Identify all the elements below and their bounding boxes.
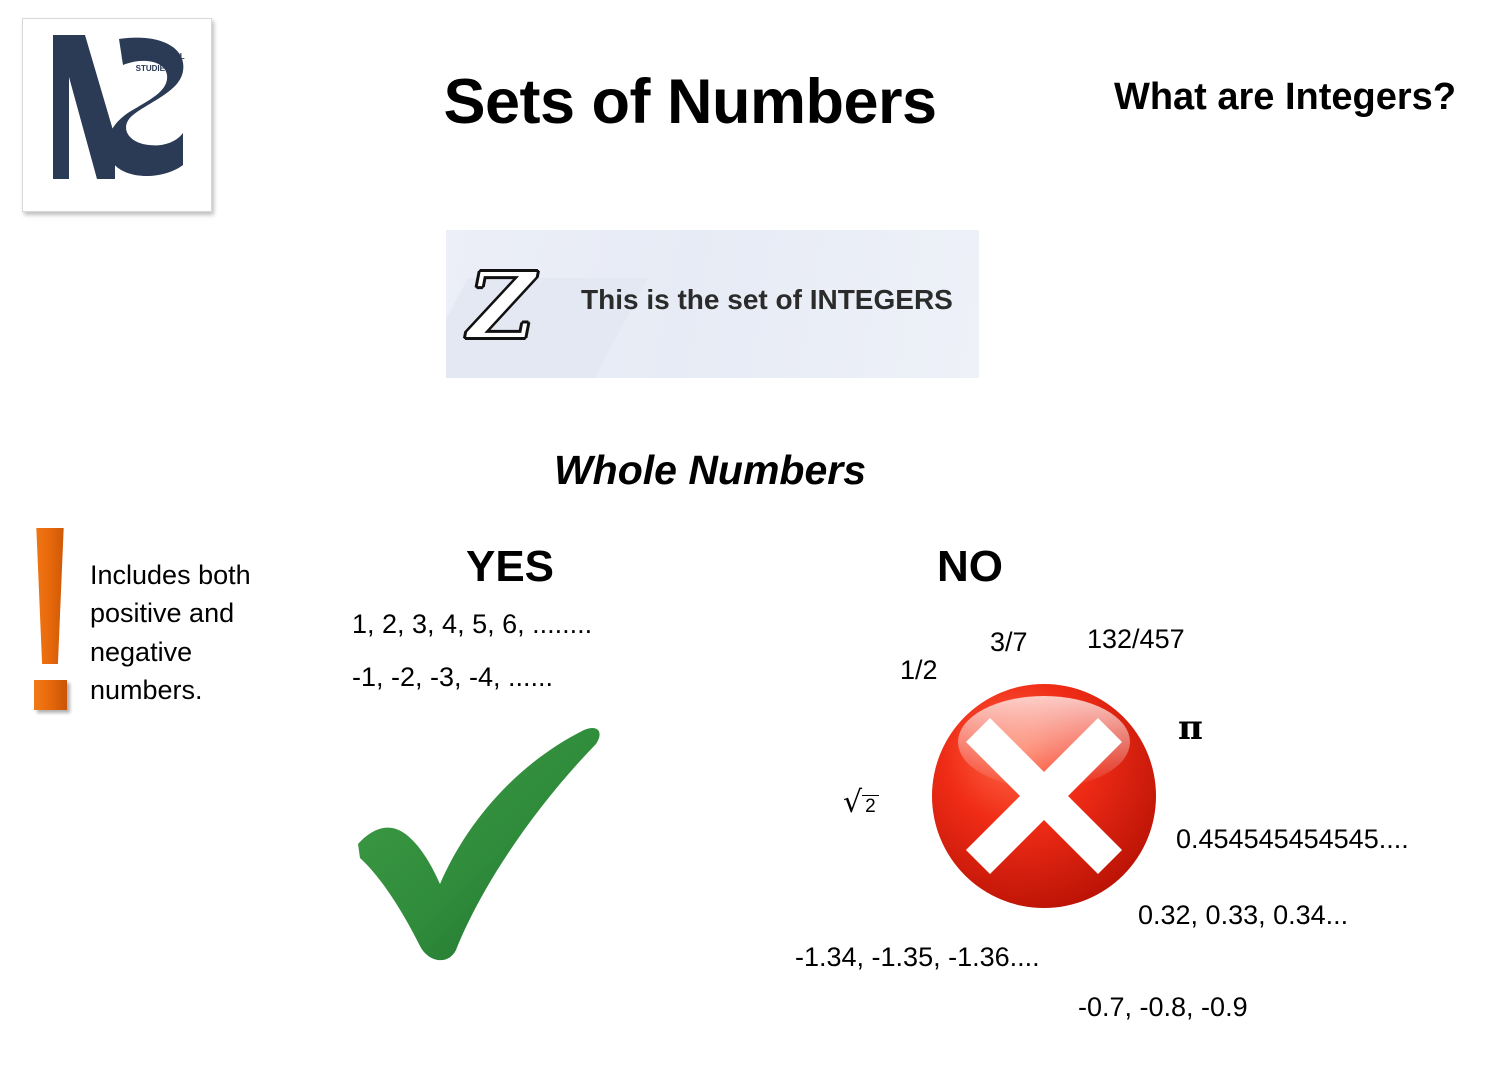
red-x-graphic xyxy=(928,680,1160,912)
yes-example-1: 1, 2, 3, 4, 5, 6, ........ xyxy=(352,609,593,639)
subheading: Whole Numbers xyxy=(553,447,867,493)
exclamation-dot xyxy=(34,680,67,710)
banner-caption: This is the set of INTEGERS xyxy=(581,284,953,315)
no-example-sqrt xyxy=(843,785,879,820)
logo xyxy=(22,18,212,212)
no-example-1: 1/2 xyxy=(900,655,938,685)
yes-example-2: -1, -2, -3, -4, ...... xyxy=(352,662,554,692)
no-example-3: 132/457 xyxy=(1087,624,1185,654)
logo-caption-line2: STUDIES xyxy=(135,64,171,73)
z-symbol: Z xyxy=(468,252,532,360)
no-example-5: 0.454545454545.... xyxy=(1176,824,1409,854)
radicand: 2 xyxy=(862,795,879,817)
no-label: NO xyxy=(937,542,1003,591)
exclamation-bar xyxy=(32,528,68,664)
no-example-6: 0.32, 0.33, 0.34... xyxy=(1138,900,1349,930)
logo-caption-line1: MATHEMATICAL xyxy=(121,52,185,61)
page-title: Sets of Numbers xyxy=(443,67,937,137)
exclamation-icon xyxy=(30,528,74,728)
integers-banner xyxy=(446,230,979,378)
check-mark-icon xyxy=(352,718,612,968)
no-example-pi: π xyxy=(1178,708,1203,748)
check-mark-graphic xyxy=(352,718,612,968)
no-example-2: 3/7 xyxy=(990,627,1028,657)
red-x-icon xyxy=(928,680,1160,912)
logo-graphic xyxy=(23,19,211,211)
question-heading: What are Integers? xyxy=(1113,76,1457,118)
note-text: Includes both positive and negative numbers. xyxy=(90,560,251,705)
yes-label: YES xyxy=(465,542,555,591)
no-example-7: -1.34, -1.35, -1.36.... xyxy=(795,942,1040,972)
no-example-8: -0.7, -0.8, -0.9 xyxy=(1078,992,1248,1022)
radical-icon: √ xyxy=(843,785,863,820)
